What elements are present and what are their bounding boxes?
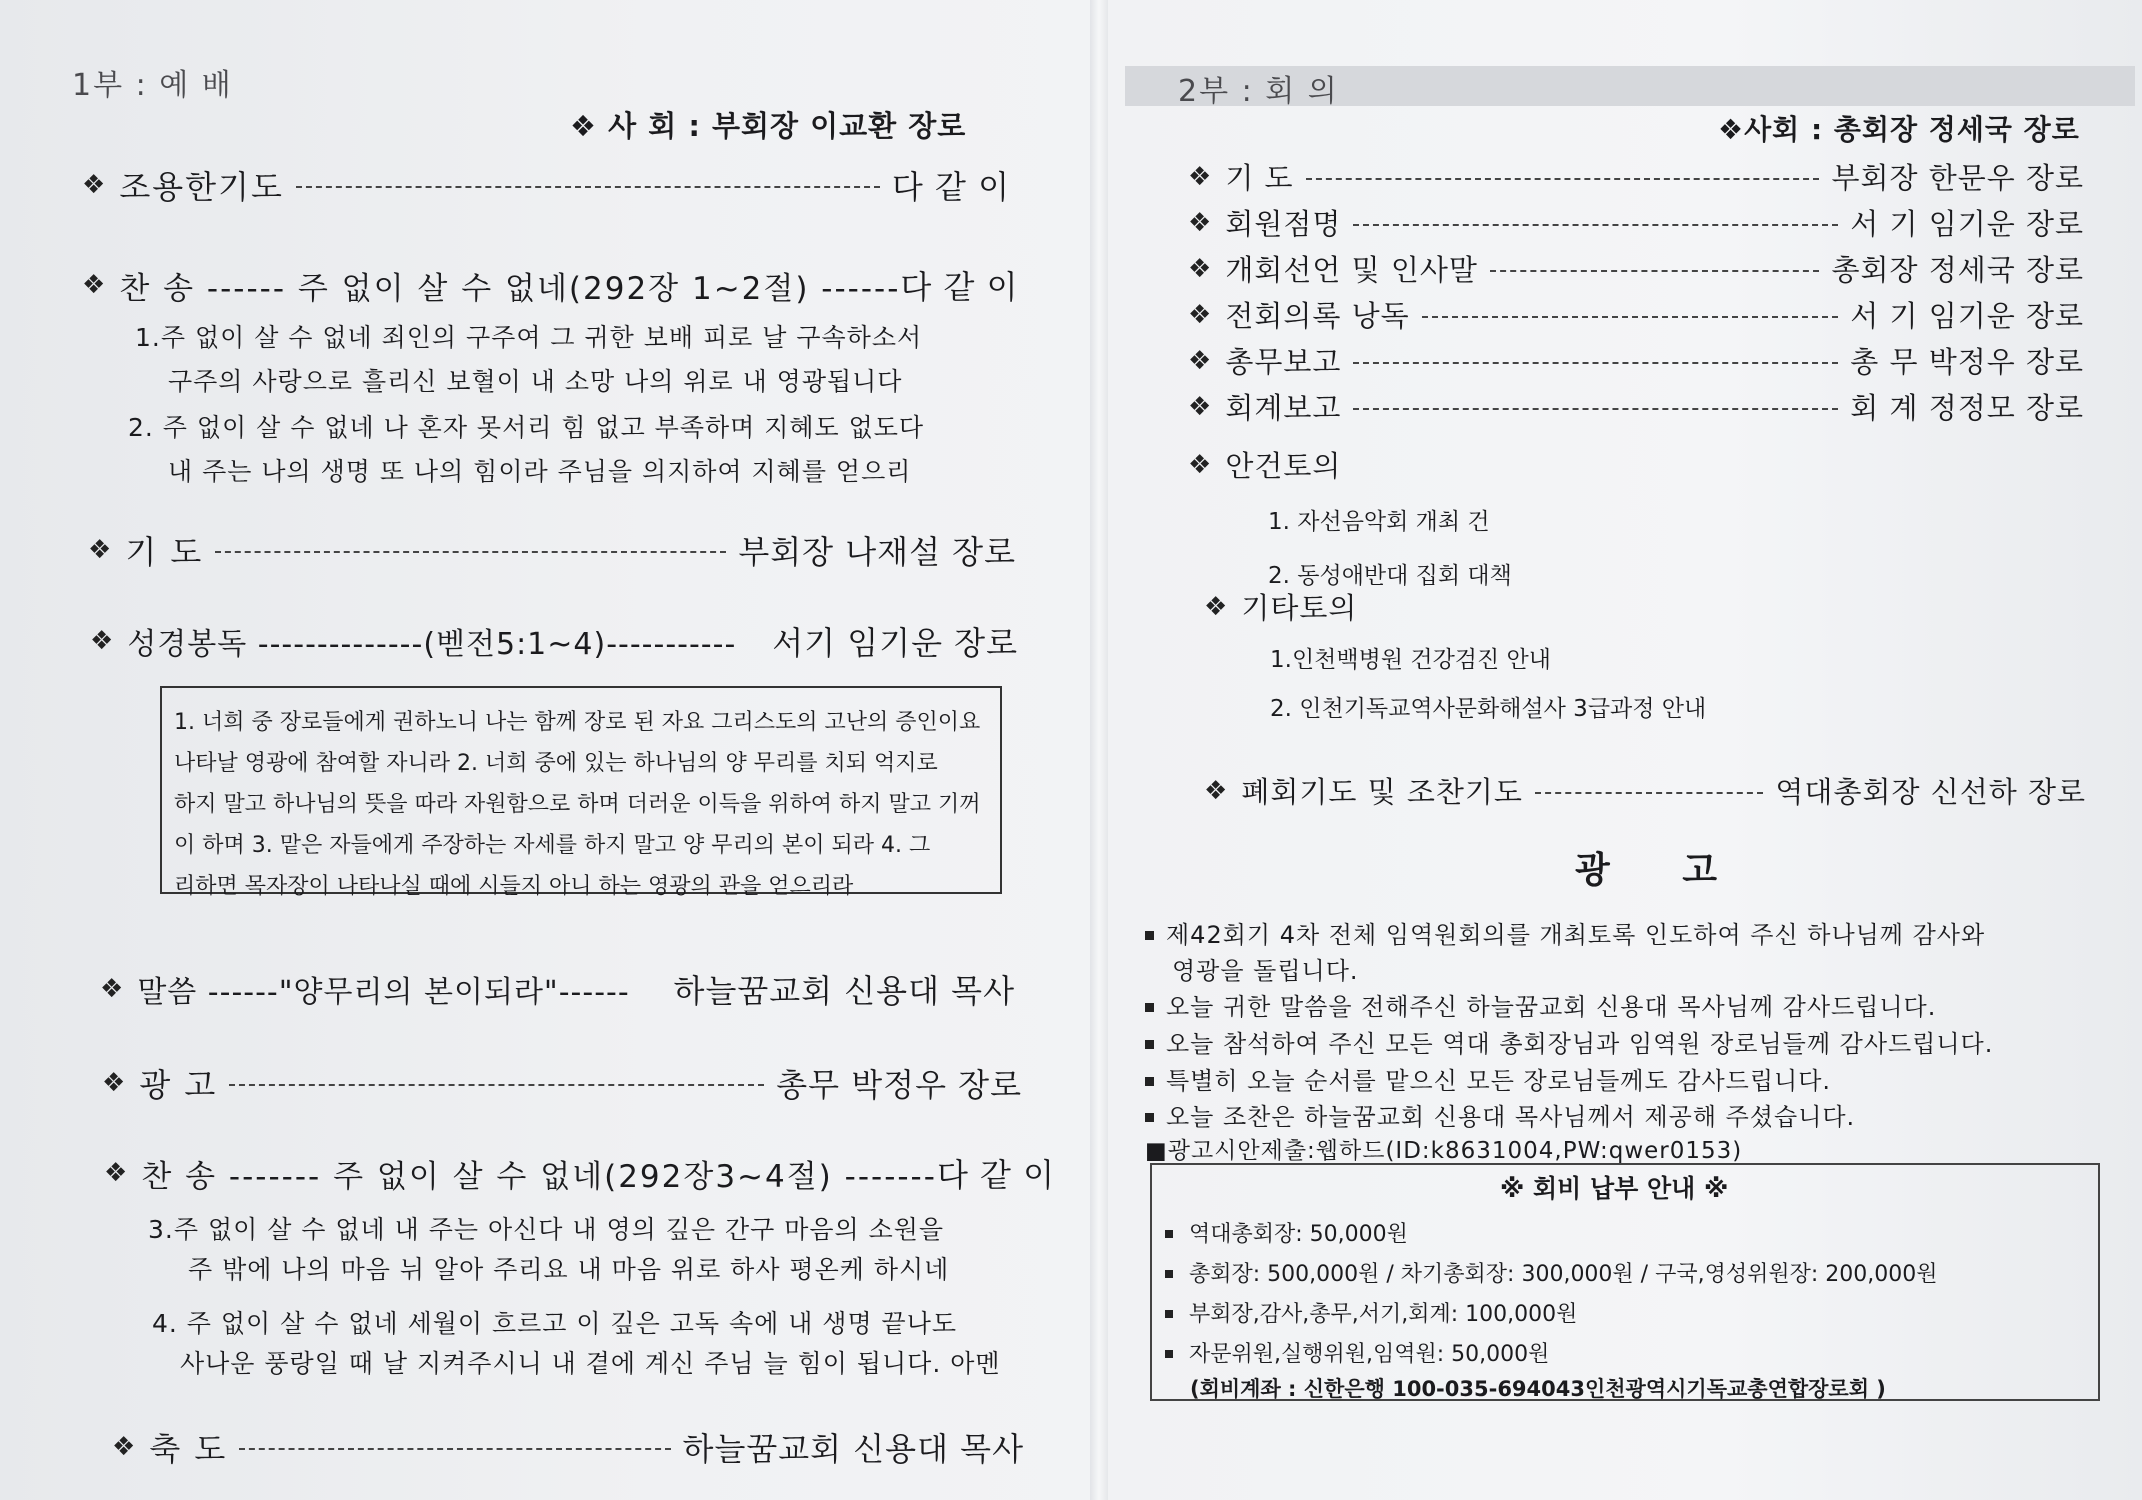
diamond-bullet-icon: ❖ [1188, 207, 1212, 238]
program-item-benediction [112, 1424, 1024, 1470]
hymn-2-verse-line: 사나운 풍랑일 때 날 지켜주시니 내 곁에 계신 주님 늘 힘이 됩니다. 아멘 [180, 1349, 1001, 1378]
item-leader: 총 무 박정우 장로 [1850, 345, 2084, 379]
item-leader: 서기 임기운 장로 [772, 624, 1018, 662]
item-leader: 다 같 이 [936, 1156, 1056, 1194]
diamond-bullet-icon: ❖ [112, 1432, 136, 1462]
item-leader: 하늘꿈교회 신용대 목사 [673, 972, 1015, 1010]
page-fold [1090, 0, 1108, 1500]
announcement-line: 오늘 참석하여 주신 모든 역대 총회장님과 임역원 장로님들께 감사드립니다. [1145, 1024, 1993, 1059]
diamond-bullet-icon: ❖ [1188, 161, 1212, 192]
fee-line: 역대총회장: 50,000원 [1165, 1217, 1408, 1248]
diamond-bullet-icon: ❖ [82, 270, 106, 300]
hymn-2-verse-line: 주 밖에 나의 마음 뉘 알아 주리요 내 마음 위로 하사 평온케 하시네 [188, 1255, 950, 1284]
meeting-item [1188, 294, 2084, 335]
scripture-line: 리하면 목자장이 나타나실 때에 시들지 아니 하는 영광의 관을 얻으리라 [174, 874, 854, 899]
meeting-item [1188, 156, 2084, 197]
item-leader: 다 같 이 [891, 168, 1010, 206]
leader-line [215, 551, 726, 553]
announcement-line: 제42회기 4차 전체 임역원회의를 개최토록 인도하여 주신 하나님께 감사와 [1145, 915, 1985, 950]
fee-line: 자문위원,실행위원,임역원: 50,000원 [1165, 1337, 1549, 1368]
scripture-line: 하지 말고 하나님의 뜻을 따라 자원함으로 하며 더러운 이득을 위하여 하지 말고 기꺼 [174, 792, 981, 817]
square-bullet-icon [1145, 1003, 1154, 1012]
item-leader: 부회장 나재설 장로 [738, 533, 1016, 571]
leader-line [1306, 178, 1820, 180]
program-item-hymn-1 [82, 262, 1019, 308]
announcement-submission-line: ■광고시안제출:웹하드(ID:k8631004,PW:qwer0153) [1145, 1138, 1743, 1164]
closing-prayer-item [1204, 770, 2086, 811]
meeting-item [1188, 248, 2084, 289]
item-label: 개회선언 및 인사말 [1225, 253, 1478, 287]
leader-line [239, 1448, 670, 1450]
other-item: 1.인천백병원 건강검진 안내 [1270, 647, 1551, 673]
agenda-title: 안건토의 [1225, 449, 1342, 483]
item-leader: 서 기 임기운 장로 [1850, 207, 2084, 241]
leader-line [1535, 792, 1764, 794]
square-bullet-icon [1145, 1113, 1154, 1122]
item-label: 찬 송 ------ 주 없이 살 수 없네(292장 1~2절) ------ [119, 270, 901, 307]
item-label: 말씀 ------"양무리의 본이되라"------ [137, 975, 630, 1010]
agenda-heading [1188, 444, 1341, 485]
item-label: 회원점명 [1225, 207, 1342, 241]
leader-line [296, 186, 880, 188]
fee-line: 총회장: 500,000원 / 차기총회장: 300,000원 / 구국,영성위원장: 200,000원 [1165, 1257, 1937, 1288]
program-item-announcements [102, 1060, 1022, 1106]
item-leader: 총회장 정세국 장로 [1831, 253, 2084, 287]
item-label: 총무보고 [1225, 345, 1342, 379]
item-leader: 역대총회장 신선하 장로 [1775, 775, 2086, 809]
diamond-bullet-icon: ❖ [1188, 391, 1212, 422]
diamond-bullet-icon: ❖ [1204, 775, 1228, 806]
announcement-line: 오늘 귀한 말씀을 전해주신 하늘꿈교회 신용대 목사님께 감사드립니다. [1145, 987, 1936, 1022]
diamond-bullet-icon: ❖ [88, 535, 112, 565]
diamond-bullet-icon: ❖ [102, 1068, 126, 1098]
item-leader: 총무 박정우 장로 [776, 1066, 1022, 1104]
item-label: 전회의록 낭독 [1225, 299, 1410, 333]
item-label: 조용한기도 [119, 168, 284, 206]
diamond-bullet-icon: ❖ [82, 170, 106, 200]
fee-line: 부회장,감사,총무,서기,회계: 100,000원 [1165, 1297, 1577, 1328]
part2-presider: ❖사회 : 총회장 정세국 장로 [1718, 113, 2080, 146]
square-bullet-icon [1145, 1077, 1154, 1086]
other-discussion-heading [1204, 586, 1357, 627]
leader-line [1353, 408, 1838, 410]
agenda-item: 2. 동성애반대 집회 대책 [1268, 563, 1512, 589]
hymn-1-verse-line: 구주의 사랑으로 흘리신 보혈이 내 소망 나의 위로 내 영광됩니다 [168, 367, 903, 396]
other-title: 기타토의 [1241, 591, 1358, 625]
square-bullet-icon [1165, 1310, 1173, 1318]
announcement-line: 오늘 조찬은 하늘꿈교회 신용대 목사님께서 제공해 주셨습니다. [1145, 1097, 1855, 1132]
announcement-line: 특별히 오늘 순서를 맡으신 모든 장로님들께도 감사드립니다. [1145, 1061, 1831, 1096]
item-label: 회계보고 [1225, 391, 1342, 425]
meeting-item [1188, 340, 2084, 381]
announcement-line: 영광을 돌립니다. [1172, 957, 1359, 985]
program-item-silent-prayer [82, 162, 1010, 208]
scripture-line: 이 하며 3. 맡은 자들에게 주장하는 자세를 하지 말고 양 무리의 본이 되라 4. 그 [174, 833, 931, 858]
program-item-hymn-2 [104, 1150, 1056, 1196]
leader-line [229, 1084, 764, 1086]
announcement-title: 광 고 [1575, 850, 1748, 891]
meeting-item [1188, 386, 2084, 427]
item-label: 광 고 [139, 1066, 218, 1104]
item-label: 기 도 [125, 533, 204, 571]
fee-account-line: (회비계좌 : 신한은행 100-035-694043인천광역시기독교총연합장로회 ) [1190, 1377, 1886, 1401]
hymn-1-verse-line: 내 주는 나의 생명 또 나의 힘이라 주님을 의지하여 지혜를 얻으리 [168, 457, 912, 486]
item-label: 기 도 [1225, 161, 1294, 195]
diamond-bullet-icon: ❖ [1188, 253, 1212, 284]
fee-info-title: ※ 회비 납부 안내 ※ [1500, 1174, 1729, 1203]
square-bullet-icon [1145, 931, 1154, 940]
hymn-2-verse-line: 3.주 없이 살 수 없네 내 주는 아신다 내 영의 깊은 간구 마음의 소원을 [148, 1215, 945, 1244]
part1-presider: ❖ 사 회 : 부회장 이교환 장로 [570, 109, 967, 143]
item-leader: 서 기 임기운 장로 [1850, 299, 2084, 333]
item-leader: 다 같 이 [900, 268, 1019, 306]
item-label: 축 도 [149, 1430, 228, 1468]
diamond-bullet-icon: ❖ [1204, 591, 1228, 622]
diamond-bullet-icon: ❖ [1188, 299, 1212, 330]
program-item-sermon [100, 966, 1015, 1012]
item-leader: 하늘꿈교회 신용대 목사 [682, 1430, 1024, 1468]
item-label: 성경봉독 --------------(벧전5:1~4)----------- [127, 627, 737, 662]
leader-line [1422, 316, 1839, 318]
square-bullet-icon [1165, 1350, 1173, 1358]
diamond-bullet-icon: ❖ [90, 626, 114, 656]
program-item-prayer [88, 527, 1016, 573]
program-item-scripture-reading [90, 618, 1018, 664]
item-label: 찬 송 ------- 주 없이 살 수 없네(292장3~4절) ------- [141, 1158, 937, 1195]
scripture-box [160, 686, 1002, 899]
part2-header: 2부 : 회 의 [1178, 74, 1339, 109]
agenda-item: 1. 자선음악회 개최 건 [1268, 509, 1490, 535]
hymn-1-verse-line: 2. 주 없이 살 수 없네 나 혼자 못서리 힘 없고 부족하며 지혜도 없도다 [128, 413, 925, 442]
item-leader: 회 계 정정모 장로 [1850, 391, 2084, 425]
diamond-bullet-icon: ❖ [100, 974, 124, 1004]
leader-line [1353, 224, 1838, 226]
square-bullet-icon [1165, 1230, 1173, 1238]
square-bullet-icon [1165, 1270, 1173, 1278]
hymn-1-verse-line: 1.주 없이 살 수 없네 죄인의 구주여 그 귀한 보배 피로 날 구속하소서 [135, 323, 923, 352]
scripture-line: 1. 너희 중 장로들에게 권하노니 나는 함께 장로 된 자요 그리스도의 고난의 증인이요 [174, 710, 981, 735]
item-leader: 부회장 한문우 장로 [1831, 161, 2084, 195]
hymn-2-verse-line: 4. 주 없이 살 수 없네 세월이 흐르고 이 깊은 고독 속에 내 생명 끝나도 [152, 1309, 958, 1338]
diamond-bullet-icon: ❖ [104, 1158, 128, 1188]
square-bullet-icon [1145, 1040, 1154, 1049]
part1-header: 1부 : 예 배 [72, 68, 233, 103]
diamond-bullet-icon: ❖ [1188, 449, 1212, 480]
item-label: 폐회기도 및 조찬기도 [1241, 775, 1523, 809]
leader-line [1490, 270, 1820, 272]
diamond-bullet-icon: ❖ [1188, 345, 1212, 376]
scripture-line: 나타날 영광에 참여할 자니라 2. 너희 중에 있는 하나님의 양 무리를 치되 억지로 [174, 751, 938, 776]
other-item: 2. 인천기독교역사문화해설사 3급과정 안내 [1270, 696, 1707, 722]
leader-line [1353, 362, 1838, 364]
meeting-item [1188, 202, 2084, 243]
